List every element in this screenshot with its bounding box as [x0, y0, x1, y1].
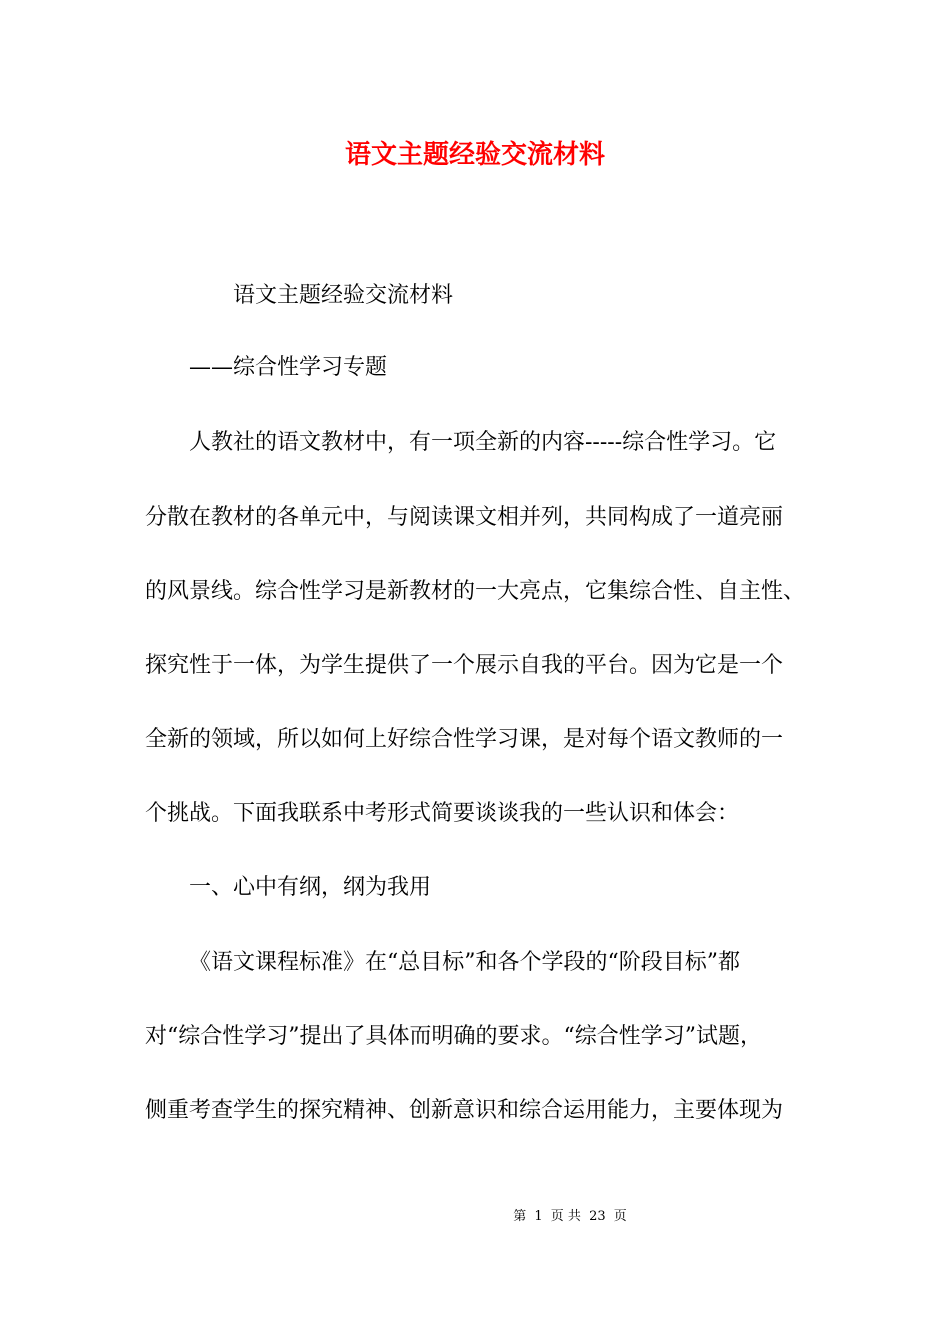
body-line: 探究性于一体，为学生提供了一个展示自我的平台。因为它是一个: [145, 653, 784, 678]
section-heading: 一、心中有纲，纲为我用: [189, 875, 432, 900]
body-line: 个挑战。下面我联系中考形式简要谈谈我的一些认识和体会：: [145, 801, 740, 826]
body-line: 人教社的语文教材中，有一项全新的内容-----综合性学习。它: [189, 430, 777, 455]
document-title: 语文主题经验交流材料: [344, 140, 605, 170]
footer-suffix: 页: [613, 1209, 627, 1224]
footer-page-number: 1: [534, 1209, 543, 1224]
footer-total-pages: 23: [589, 1209, 606, 1224]
footer-prefix: 第: [513, 1209, 527, 1224]
body-line: 《语文课程标准》在“总目标”和各个学段的“阶段目标”都: [189, 950, 740, 975]
footer-middle: 页 共: [550, 1209, 581, 1224]
body-line: 分散在教材的各单元中，与阅读课文相并列，共同构成了一道亮丽: [145, 505, 784, 530]
page-footer: [0, 1208, 950, 1226]
body-line: 全新的领域，所以如何上好综合性学习课，是对每个语文教师的一: [145, 727, 784, 752]
paragraph-subtitle-line: 语文主题经验交流材料: [233, 283, 454, 308]
body-line: 对“综合性学习”提出了具体而明确的要求。“综合性学习”试题，: [145, 1024, 762, 1049]
body-line: 侧重考查学生的探究精神、创新意识和综合运用能力，主要体现为: [145, 1098, 784, 1123]
paragraph-topic-line: ——综合性学习专题: [189, 355, 388, 380]
body-line: 的风景线。综合性学习是新教材的一大亮点，它集综合性、自主性、: [145, 579, 806, 604]
